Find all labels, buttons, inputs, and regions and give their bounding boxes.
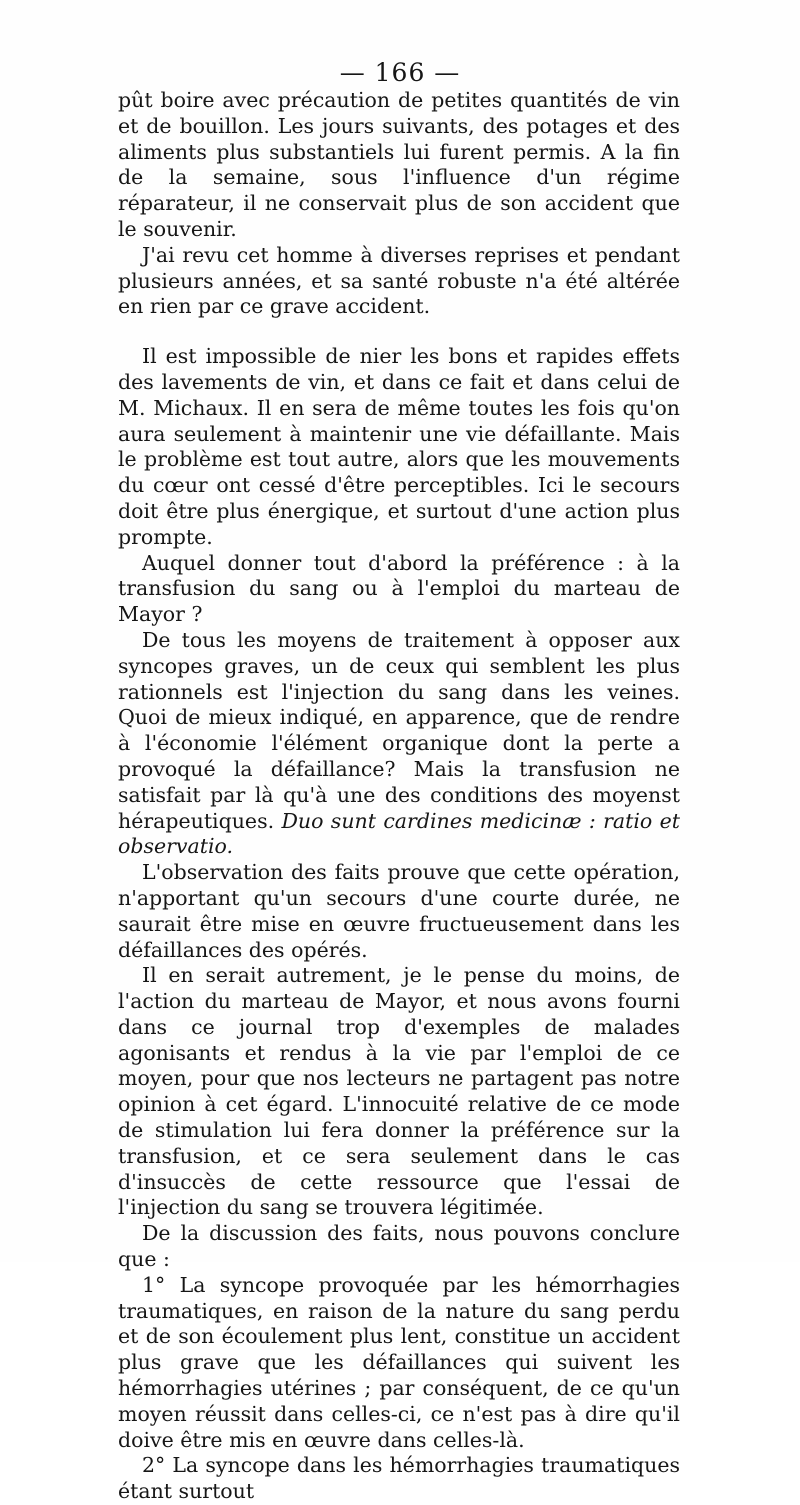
paragraph-6: L'observation des faits prouve que cette opération, n'apportant qu'un secours d'une courte durée, ne saurait être mise en œuvre fructueusement dans les défaillances des opérés. bbox=[118, 860, 680, 962]
paragraph-5 bbox=[118, 628, 680, 860]
paragraph-9: 1° La syncope provoquée par les hémorrhagies traumatiques, en raison de la nature du sang perdu et de son écoulement plus lent, constitue un accident plus grave que les défaillances qui suivent les hémorrhagies utérines ; par conséquent, de ce qu'un moyen réussit dans celles-ci, ce n'est pas à dire qu'il doive être mis en œuvre dans celles-là. bbox=[118, 1272, 680, 1452]
paragraph-3: Il est impossible de nier les bons et rapides effets des lavements de vin, et dans ce fait et dans celui de M. Michaux. Il en sera de même toutes les fois qu'on aura seulement à maintenir une vie défaillante. Mais le problème est tout autre, alors que les mouvements du cœur ont cessé d'être perceptibles. Ici le secours doit être plus énergique, et surtout d'une action plus prompte. bbox=[118, 344, 680, 549]
page-text bbox=[118, 88, 680, 1505]
paragraph-8: De la discussion des faits, nous pouvons conclure que : bbox=[118, 1221, 680, 1272]
paragraph-4: Auquel donner tout d'abord la préférence : à la transfusion du sang ou à l'emploi du marteau de Mayor ? bbox=[118, 550, 680, 627]
paragraph-2: J'ai revu cet homme à diverses reprises et pendant plusieurs années, et sa santé robuste n'a été altérée en rien par ce grave accident. bbox=[118, 242, 680, 319]
paragraph-7: Il en serait autrement, je le pense du moins, de l'action du marteau de Mayor, et nous avons fourni dans ce journal trop d'exemples de malades agonisants et rendus à la vie par l'emploi de ce moyen, pour que nos lecteurs ne partagent pas notre opinion à cet égard. L'innocuité relative de ce mode de stimulation lui fera donner la préférence sur la transfusion, et ce sera seulement dans le cas d'insuccès de cette ressource que l'essai de l'injection du sang se trouvera légitimée. bbox=[118, 963, 680, 1220]
latin-quotation: Duo sunt cardines medicinæ : ratio et observatio. bbox=[118, 808, 680, 859]
paragraph-1: pût boire avec précaution de petites quantités de vin et de bouillon. Les jours suivants, des potages et des aliments plus substantiels lui furent permis. A la fin de la semaine, sous l'influence d'un régime réparateur, il ne conservait plus de son accident que le souvenir. bbox=[118, 88, 680, 241]
paragraph-10: 2° La syncope dans les hémorrhagies traumatiques étant surtout bbox=[118, 1453, 680, 1504]
paragraph-5-text: De tous les moyens de traitement à opposer aux syncopes graves, un de ceux qui semblent les plus rationnels est l'injection du sang dans les veines. Quoi de mieux indiqué, en apparence, que de rendre à l'économie l'élément organique dont la perte a provoqué la défaillance? Mais la transfusion ne satisfait par là qu'à une des conditions des moyenst hérapeutiques. bbox=[118, 627, 680, 833]
page-number: — 166 — bbox=[339, 58, 461, 87]
